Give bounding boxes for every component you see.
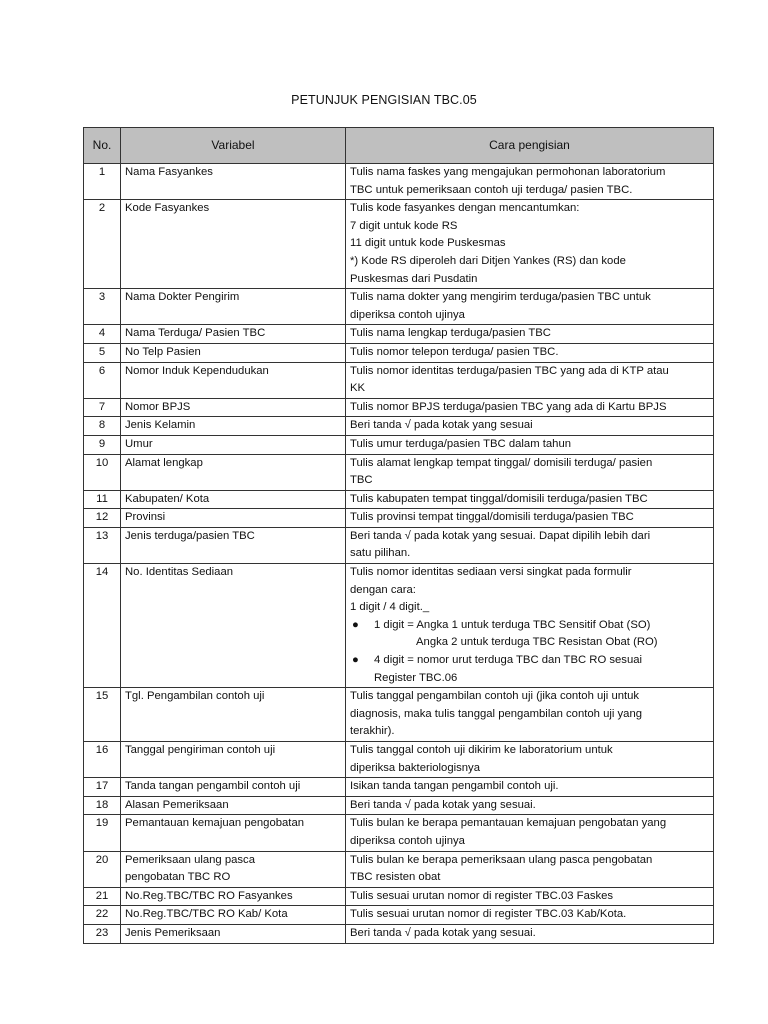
variable-line: Umur xyxy=(125,437,153,450)
instruction-cell xyxy=(346,362,714,398)
instruction-line: Tulis nama dokter yang mengirim terduga/pasien TBC untuk xyxy=(350,291,651,304)
row-number: 11 xyxy=(84,490,121,509)
instruction-line: Tulis kabupaten tempat tinggal/domisili terduga/pasien TBC xyxy=(350,492,648,505)
instruction-cell xyxy=(346,924,714,943)
instruction-line: 1 digit / 4 digit._ xyxy=(350,601,430,614)
variable-cell xyxy=(121,454,346,490)
row-number: 12 xyxy=(84,509,121,528)
variable-cell xyxy=(121,325,346,344)
bullet-text: 1 digit = Angka 1 untuk terduga TBC Sensitif Obat (SO) xyxy=(374,618,651,631)
instruction-cell xyxy=(346,564,714,688)
variable-line: Tanggal pengiriman contoh uji xyxy=(125,744,276,756)
table-header-row xyxy=(84,128,714,164)
instruction-cell xyxy=(346,398,714,417)
variable-cell xyxy=(121,924,346,943)
instructions-table xyxy=(83,127,714,944)
instruction-cell xyxy=(346,200,714,289)
instruction-line: Tulis nomor identitas sediaan versi singkat pada formulir xyxy=(350,566,632,579)
header-variabel: Variabel xyxy=(121,128,346,164)
variable-line: Nomor Induk Kependudukan xyxy=(125,364,269,377)
instruction-line: terakhir). xyxy=(350,725,395,738)
table-row xyxy=(84,509,714,528)
row-number: 2 xyxy=(84,200,121,289)
row-number: 14 xyxy=(84,564,121,688)
row-number: 4 xyxy=(84,325,121,344)
table-row xyxy=(84,435,714,454)
bullet-item xyxy=(350,617,709,635)
variable-line: Jenis terduga/pasien TBC xyxy=(125,529,255,542)
table-row xyxy=(84,325,714,344)
variable-cell xyxy=(121,796,346,815)
bullet-icon: ● xyxy=(352,654,359,667)
instruction-cell xyxy=(346,688,714,742)
variable-cell xyxy=(121,742,346,778)
table-row xyxy=(84,454,714,490)
instruction-cell xyxy=(346,435,714,454)
instruction-line: *) Kode RS diperoleh dari Ditjen Yankes (RS) dan kode xyxy=(350,254,626,267)
variable-cell xyxy=(121,343,346,362)
row-number: 8 xyxy=(84,417,121,436)
row-number: 10 xyxy=(84,454,121,490)
row-number: 16 xyxy=(84,742,121,778)
instruction-line: 11 digit untuk kode Puskesmas xyxy=(350,237,506,250)
variable-line: Nama Dokter Pengirim xyxy=(125,291,240,304)
instruction-cell xyxy=(346,851,714,887)
variable-line: Jenis Pemeriksaan xyxy=(125,926,221,939)
table-row xyxy=(84,343,714,362)
variable-line: Pemeriksaan ulang pasca xyxy=(125,853,255,866)
variable-line: Nama Fasyankes xyxy=(125,166,213,178)
variable-cell xyxy=(121,362,346,398)
table-row xyxy=(84,796,714,815)
table-row xyxy=(84,417,714,436)
instruction-line: Tulis provinsi tempat tinggal/domisili terduga/pasien TBC xyxy=(350,511,634,524)
bullet-text: 4 digit = nomor urut terduga TBC dan TBC RO sesuai xyxy=(374,654,643,667)
row-number: 23 xyxy=(84,924,121,943)
variable-cell xyxy=(121,435,346,454)
instruction-line: Tulis bulan ke berapa pemantauan kemajuan pengobatan yang xyxy=(350,817,667,830)
table-row xyxy=(84,289,714,325)
table-row xyxy=(84,200,714,289)
instruction-line: Tulis nomor telepon terduga/ pasien TBC. xyxy=(350,345,559,358)
variable-line: Provinsi xyxy=(125,511,166,524)
row-number: 17 xyxy=(84,778,121,797)
variable-line: No.Reg.TBC/TBC RO Fasyankes xyxy=(125,889,293,902)
row-number: 22 xyxy=(84,906,121,925)
table-row xyxy=(84,688,714,742)
instruction-line: Beri tanda √ pada kotak yang sesuai xyxy=(350,419,533,432)
instruction-line: Beri tanda √ pada kotak yang sesuai. Dapat dipilih lebih dari xyxy=(350,529,651,542)
variable-cell xyxy=(121,417,346,436)
row-number: 18 xyxy=(84,796,121,815)
instruction-line: Tulis umur terduga/pasien TBC dalam tahun xyxy=(350,437,572,450)
variable-line: Pemantauan kemajuan pengobatan xyxy=(125,817,305,830)
variable-cell xyxy=(121,527,346,563)
variable-line: Nomor BPJS xyxy=(125,400,191,413)
instruction-line: diagnosis, maka tulis tanggal pengambilan contoh uji yang xyxy=(350,707,643,720)
instruction-cell xyxy=(346,490,714,509)
instruction-cell xyxy=(346,887,714,906)
instruction-cell xyxy=(346,164,714,200)
variable-line: Tgl. Pengambilan contoh uji xyxy=(125,690,265,703)
table-row xyxy=(84,906,714,925)
table-row xyxy=(84,924,714,943)
instruction-line: Beri tanda √ pada kotak yang sesuai. xyxy=(350,926,536,939)
instruction-line: Tulis alamat lengkap tempat tinggal/ domisili terduga/ pasien xyxy=(350,456,653,469)
row-number: 1 xyxy=(84,164,121,200)
instruction-cell xyxy=(346,527,714,563)
instruction-cell xyxy=(346,796,714,815)
table-row xyxy=(84,362,714,398)
instruction-line: dengan cara: xyxy=(350,583,416,596)
variable-cell xyxy=(121,509,346,528)
instruction-line: diperiksa contoh ujinya xyxy=(350,308,465,321)
row-number: 20 xyxy=(84,851,121,887)
instruction-line: Tulis sesuai urutan nomor di register TBC.03 Kab/Kota. xyxy=(350,908,627,921)
row-number: 3 xyxy=(84,289,121,325)
variable-cell xyxy=(121,289,346,325)
instruction-line: TBC resisten obat xyxy=(350,871,441,884)
instruction-line: TBC xyxy=(350,474,373,487)
instruction-line: Tulis bulan ke berapa pemeriksaan ulang pasca pengobatan xyxy=(350,853,653,866)
header-no: No. xyxy=(84,128,121,164)
variable-line: Jenis Kelamin xyxy=(125,419,196,432)
table-row xyxy=(84,887,714,906)
variable-line: Kode Fasyankes xyxy=(125,202,210,215)
row-number: 7 xyxy=(84,398,121,417)
variable-line: Alamat lengkap xyxy=(125,456,203,469)
variable-cell xyxy=(121,906,346,925)
row-number: 5 xyxy=(84,343,121,362)
instruction-cell xyxy=(346,325,714,344)
instruction-line: diperiksa contoh ujinya xyxy=(350,834,465,847)
row-number: 13 xyxy=(84,527,121,563)
instruction-line: Tulis sesuai urutan nomor di register TBC.03 Faskes xyxy=(350,889,614,902)
row-number: 15 xyxy=(84,688,121,742)
variable-cell xyxy=(121,887,346,906)
variable-line: Tanda tangan pengambil contoh uji xyxy=(125,780,301,793)
table-row xyxy=(84,398,714,417)
instruction-cell xyxy=(346,906,714,925)
variable-cell xyxy=(121,200,346,289)
instruction-line: Tulis nama lengkap terduga/pasien TBC xyxy=(350,327,551,340)
instruction-line: Isikan tanda tangan pengambil contoh uji. xyxy=(350,780,559,793)
instruction-cell xyxy=(346,742,714,778)
variable-cell xyxy=(121,778,346,797)
variable-line: No. Identitas Sediaan xyxy=(125,566,234,579)
instruction-cell xyxy=(346,778,714,797)
instruction-line: Beri tanda √ pada kotak yang sesuai. xyxy=(350,798,536,811)
instruction-line: TBC untuk pemeriksaan contoh uji terduga/ pasien TBC. xyxy=(350,183,633,196)
document-title: PETUNJUK PENGISIAN TBC.05 xyxy=(291,93,477,107)
instruction-cell xyxy=(346,343,714,362)
table-row xyxy=(84,778,714,797)
row-number: 21 xyxy=(84,887,121,906)
instruction-line: Tulis nomor identitas terduga/pasien TBC yang ada di KTP atau xyxy=(350,364,669,377)
instruction-line: Tulis kode fasyankes dengan mencantumkan: xyxy=(350,202,580,215)
instruction-cell xyxy=(346,289,714,325)
variable-cell xyxy=(121,398,346,417)
variable-line: Alasan Pemeriksaan xyxy=(125,798,229,811)
variable-cell xyxy=(121,164,346,200)
table-row xyxy=(84,164,714,200)
table-row xyxy=(84,815,714,851)
variable-line: No.Reg.TBC/TBC RO Kab/ Kota xyxy=(125,908,288,921)
variable-cell xyxy=(121,564,346,688)
instruction-line: satu pilihan. xyxy=(350,547,411,560)
instruction-line: diperiksa bakteriologisnya xyxy=(350,761,480,774)
variable-line: Kabupaten/ Kota xyxy=(125,492,210,505)
instruction-line: Tulis nama faskes yang mengajukan permohonan laboratorium xyxy=(350,166,666,178)
bullet-icon: ● xyxy=(352,618,359,631)
bullet-item xyxy=(350,652,709,670)
table-row xyxy=(84,742,714,778)
instruction-line: 7 digit untuk kode RS xyxy=(350,219,458,232)
row-number: 6 xyxy=(84,362,121,398)
instruction-cell xyxy=(346,417,714,436)
variable-cell xyxy=(121,688,346,742)
instruction-cell xyxy=(346,509,714,528)
variable-line: pengobatan TBC RO xyxy=(125,871,231,884)
instruction-line: KK xyxy=(350,382,366,395)
instruction-cell xyxy=(346,454,714,490)
instruction-line: Tulis tanggal contoh uji dikirim ke laboratorium untuk xyxy=(350,744,613,756)
header-cara-pengisian: Cara pengisian xyxy=(346,128,714,164)
variable-cell xyxy=(121,815,346,851)
instruction-line: Tulis nomor BPJS terduga/pasien TBC yang ada di Kartu BPJS xyxy=(350,400,667,413)
bullet-continuation: Register TBC.06 xyxy=(374,671,458,684)
instruction-line: Tulis tanggal pengambilan contoh uji (jika contoh uji untuk xyxy=(350,690,640,703)
table-row xyxy=(84,490,714,509)
row-number: 9 xyxy=(84,435,121,454)
variable-cell xyxy=(121,851,346,887)
row-number: 19 xyxy=(84,815,121,851)
variable-cell xyxy=(121,490,346,509)
table-row xyxy=(84,851,714,887)
instruction-cell xyxy=(346,815,714,851)
variable-line: Nama Terduga/ Pasien TBC xyxy=(125,327,266,340)
variable-line: No Telp Pasien xyxy=(125,345,201,358)
instruction-line: Puskesmas dari Pusdatin xyxy=(350,272,478,285)
table-row xyxy=(84,564,714,688)
bullet-continuation: Angka 2 untuk terduga TBC Resistan Obat (RO) xyxy=(416,636,658,649)
table-row xyxy=(84,527,714,563)
